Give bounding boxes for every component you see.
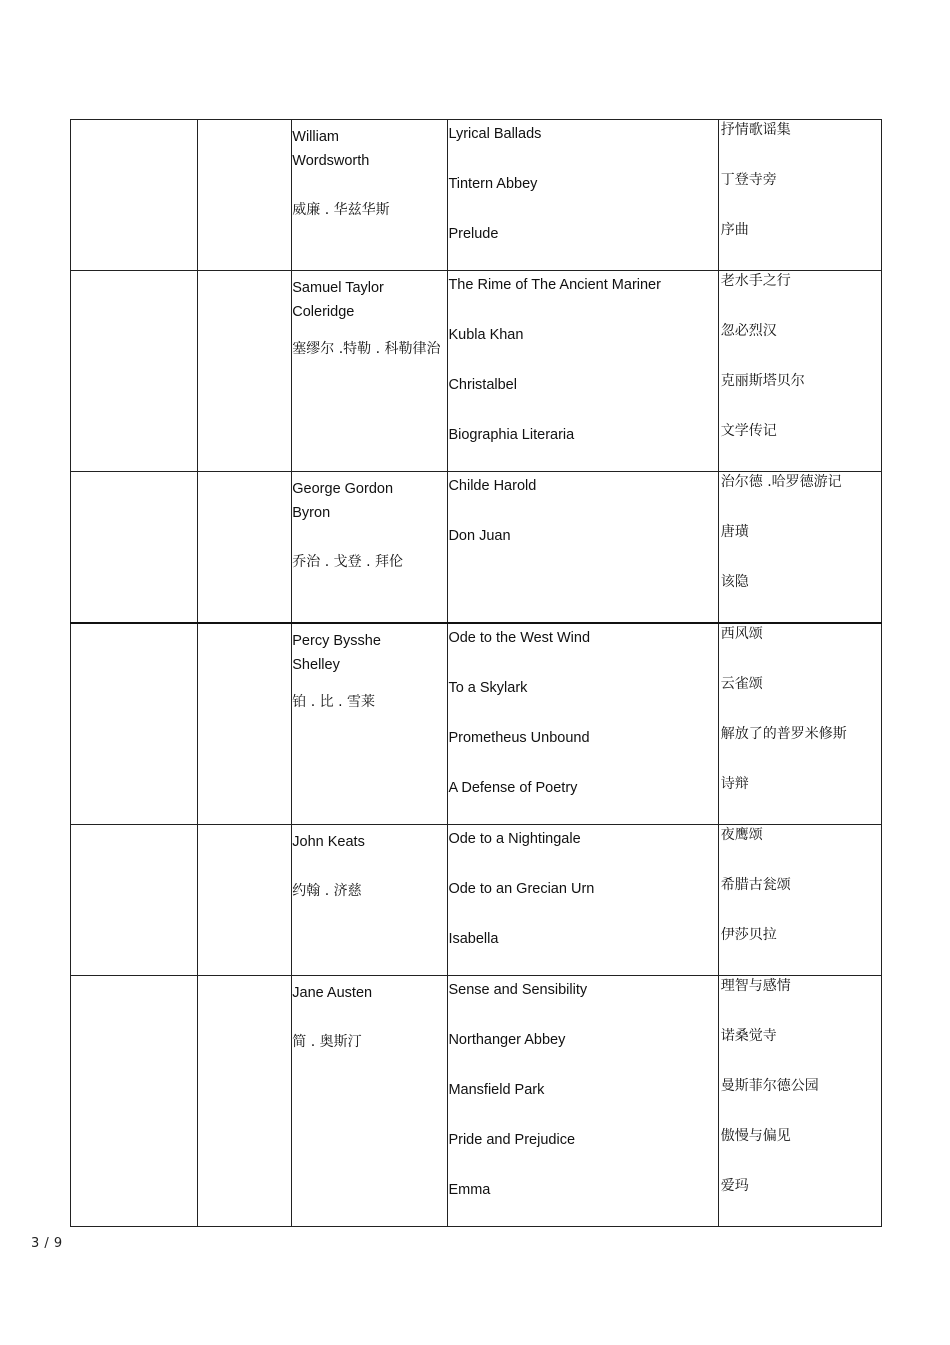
empty-cell [71, 623, 198, 825]
work-translation: 诗辩 [720, 776, 749, 792]
author-name-zh: 约翰 . 济慈 [292, 883, 362, 899]
author-name-en: Jane Austen [292, 985, 373, 1001]
table-body [71, 120, 882, 1227]
table-row [71, 271, 882, 472]
works-cell [448, 271, 718, 472]
work-translation: 抒情歌谣集 [720, 122, 791, 138]
work-translation: 治尔德 .哈罗德游记 [720, 474, 842, 490]
author-name-zh: 简 . 奥斯汀 [292, 1034, 362, 1050]
work-translation: 云雀颂 [720, 676, 763, 692]
works-list [448, 624, 717, 824]
table-row [71, 623, 882, 825]
translations-list [719, 271, 881, 471]
translations-cell [718, 120, 881, 271]
author-name-zh: 威廉 . 华兹华斯 [292, 202, 390, 218]
work-title: Ode to a Nightingale [448, 831, 581, 847]
work-translation: 理智与感情 [720, 978, 791, 994]
work-title: The Rime of The Ancient Mariner [448, 277, 661, 293]
author-name-en: William Wordsworth [292, 129, 370, 169]
empty-cell [71, 825, 198, 976]
translations-list [719, 825, 881, 975]
author-cell [292, 120, 448, 271]
work-translation: 伊莎贝拉 [720, 927, 777, 943]
work-translation: 解放了的普罗米修斯 [720, 726, 847, 742]
work-translation: 唐璜 [720, 524, 749, 540]
work-title: Northanger Abbey [448, 1032, 566, 1048]
empty-cell [198, 120, 292, 271]
author-cell [292, 271, 448, 472]
work-translation: 文学传记 [720, 423, 777, 439]
work-translation: 曼斯菲尔德公园 [720, 1078, 819, 1094]
author-cell [292, 825, 448, 976]
work-title: Don Juan [448, 528, 511, 544]
work-translation: 诺桑觉寺 [720, 1028, 777, 1044]
work-translation: 西风颂 [720, 626, 763, 642]
translations-cell [718, 472, 881, 624]
author-name-en: John Keats [292, 834, 365, 850]
work-translation: 希腊古瓮颂 [720, 877, 791, 893]
work-title: Childe Harold [448, 478, 537, 494]
author-name-zh: 塞缪尔 .特勒 . 科勒律治 [292, 341, 441, 357]
work-title: Christalbel [448, 377, 517, 393]
work-title: Tintern Abbey [448, 176, 538, 192]
work-title: Prometheus Unbound [448, 730, 590, 746]
work-translation: 傲慢与偏见 [720, 1128, 791, 1144]
empty-cell [198, 271, 292, 472]
empty-cell [71, 271, 198, 472]
works-cell [448, 120, 718, 271]
empty-cell [71, 976, 198, 1227]
author-cell [292, 976, 448, 1227]
works-list [448, 120, 717, 270]
author-name-zh: 乔治 . 戈登 . 拜伦 [292, 554, 403, 570]
author-name-en: Percy Bysshe Shelley [292, 633, 381, 673]
work-title: Ode to the West Wind [448, 630, 591, 646]
work-title: Emma [448, 1182, 491, 1198]
work-title: Biographia Literaria [448, 427, 575, 443]
work-title: To a Skylark [448, 680, 528, 696]
literature-table [70, 119, 882, 1227]
work-translation: 忽必烈汉 [720, 323, 777, 339]
translations-cell [718, 976, 881, 1227]
page-indicator: 3 / 9 [31, 1236, 63, 1251]
table-row [71, 120, 882, 271]
empty-cell [71, 120, 198, 271]
author-cell [292, 623, 448, 825]
translations-cell [718, 271, 881, 472]
work-title: Mansfield Park [448, 1082, 545, 1098]
translations-cell [718, 825, 881, 976]
translations-list [719, 120, 881, 270]
works-cell [448, 623, 718, 825]
works-list [448, 271, 717, 471]
work-title: Lyrical Ballads [448, 126, 542, 142]
author-name-en: Samuel Taylor Coleridge [292, 280, 384, 320]
author-name-zh: 铂 . 比 . 雪莱 [292, 694, 375, 710]
translations-list [719, 976, 881, 1226]
work-translation: 该隐 [720, 574, 749, 590]
work-translation: 夜鹰颂 [720, 827, 763, 843]
work-translation: 老水手之行 [720, 273, 791, 289]
work-title: Isabella [448, 931, 499, 947]
author-cell [292, 472, 448, 624]
empty-cell [198, 825, 292, 976]
work-translation: 序曲 [720, 222, 749, 238]
work-translation: 克丽斯塔贝尔 [720, 373, 805, 389]
table-row [71, 472, 882, 624]
works-list [448, 976, 717, 1226]
empty-cell [198, 976, 292, 1227]
work-translation: 丁登寺旁 [720, 172, 777, 188]
work-title: Kubla Khan [448, 327, 524, 343]
works-list [448, 825, 717, 975]
work-title: Pride and Prejudice [448, 1132, 576, 1148]
works-cell [448, 472, 718, 624]
table-row [71, 976, 882, 1227]
works-list [448, 472, 717, 572]
empty-cell [198, 472, 292, 624]
works-cell [448, 976, 718, 1227]
empty-cell [198, 623, 292, 825]
translations-cell [718, 623, 881, 825]
work-title: Ode to an Grecian Urn [448, 881, 595, 897]
work-title: Sense and Sensibility [448, 982, 588, 998]
work-translation: 爱玛 [720, 1178, 749, 1194]
works-cell [448, 825, 718, 976]
translations-list [719, 624, 881, 824]
empty-cell [71, 472, 198, 624]
translations-list [719, 472, 881, 622]
author-name-en: George Gordon Byron [292, 481, 394, 521]
work-title: Prelude [448, 226, 499, 242]
work-title: A Defense of Poetry [448, 780, 578, 796]
table-row [71, 825, 882, 976]
